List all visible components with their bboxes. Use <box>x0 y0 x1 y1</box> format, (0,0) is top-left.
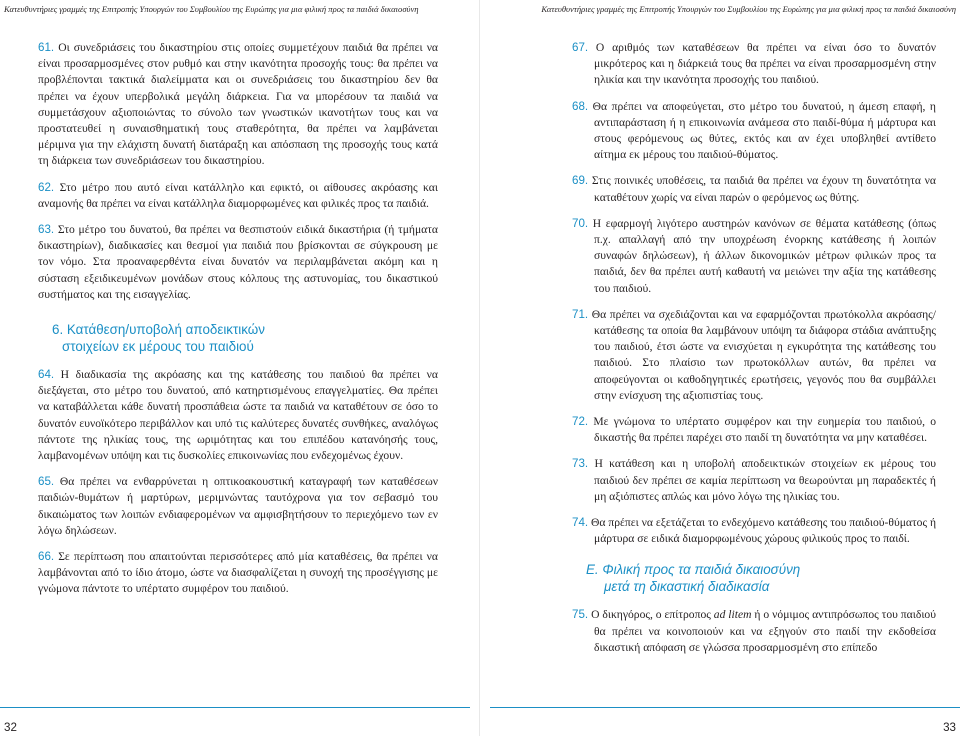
section-heading-6 <box>38 321 438 355</box>
paragraph-text: Ο δικηγόρος, ο επίτροπος <box>591 608 714 622</box>
paragraph-text: ή ο νόμιμος αντιπρόσωπος του παιδιού θα πρέπει να κοινοποιούν και να εξηγούν στο παιδί την εκδοθείσα δικαστική απόφαση σε γλώσσα προσαρμοσμένη στο επίπεδο <box>594 608 936 654</box>
paragraph-65 <box>38 474 438 539</box>
left-column <box>38 40 438 608</box>
paragraph-number: 66. <box>38 550 55 564</box>
right-page <box>480 0 960 736</box>
paragraph-number: 65. <box>38 475 55 489</box>
paragraph-number: 72. <box>572 415 589 429</box>
paragraph-text: Θα πρέπει να αποφεύγεται, στο μέτρο του δυνατού, η άμεση επαφή, η αντιπαράσταση ή η επικοινωνία ανάμεσα στο παιδί-θύμα ή μάρτυρα και στους φερόμενους ως θύτες, εκτός και αν έχει υποβληθεί αντίθετο αίτημα εκ μέρους του παιδιού-θύματος. <box>592 99 936 162</box>
paragraph-number: 64. <box>38 368 55 382</box>
section-heading-line: Ε. Φιλική προς τα παιδιά δικαιοσύνη <box>586 562 801 578</box>
paragraph-70 <box>572 216 936 297</box>
paragraph-63 <box>38 222 438 303</box>
paragraph-68 <box>572 99 936 164</box>
right-column <box>572 40 936 666</box>
page-number: 32 <box>4 721 17 734</box>
paragraph-text: Θα πρέπει να σχεδιάζονται και να εφαρμόζονται πρωτόκολλα ακρόασης/κατάθεσης τα οποία θα λαμβάνουν υπόψη τα διάφορα στάδια ανάπτυξης του παιδιού, έτσι ώστε να ενισχύεται η εγκυρότητα της κατάθεσης του παιδιού. Στο πλαίσιο των πρωτοκόλλων αυτών, θα πρέπει να αποφεύγονται οι καθοδηγητικές ερωτήσεις, γεγονός που θα συμβάλλει στην ενίσχυση της αξιοπιστίας τους. <box>591 307 936 402</box>
paragraph-text: Η εφαρμογή λιγότερο αυστηρών κανόνων σε θέματα κατάθεσης (όπως π.χ. απαλλαγή από την υποχρέωση ένορκης κατάθεσης ή λοιπών συναφών δηλώσεων), ή άλλων δικονομικών μέτρων φιλικών προς τα παιδιά, δεν θα πρέπει αυτή καθαυτή να μειώνει την αξία της κατάθεσης του παιδιού. <box>592 216 936 295</box>
footer-rule <box>0 707 470 708</box>
page-number: 33 <box>943 721 956 734</box>
section-heading-line: μετά τη δικαστική διαδικασία <box>604 579 770 595</box>
section-heading-e <box>572 561 936 595</box>
paragraph-text: Οι συνεδριάσεις του δικαστηρίου στις οποίες συμμετέχουν παιδιά θα πρέπει να είναι προσαρμοσμένες στον ρυθμό και στην ικανότητα προσοχής τους: θα πρέπει να προβλέπονται τακτικά διαλείμματα και οι συνεδριάσεις του δικαστηρίου δεν θα πρέπει να έχουν υπερβολικά μεγάλη διάρκεια. Για να μπορέσουν τα παιδιά να συμμετάσχουν αξιοποιώντας το σύνολο των γνωστικών ικανοτήτων τους και να προστατευθεί η συναισθηματική τους σταθερότητα, θα πρέπει να λαμβάνεται μέριμνα για την ελάχιστη δυνατή διατάραξη και απόσπαση της προσοχής τους κατά τη διάρκεια των συνεδριάσεων του δικαστηρίου. <box>38 41 439 168</box>
paragraph-text: Στις ποινικές υποθέσεις, τα παιδιά θα πρέπει να έχουν τη δυνατότητα να καταθέτουν χωρίς να είναι παρών ο φερόμενος ως θύτης. <box>591 174 936 204</box>
section-heading-line: 6. Κατάθεση/υποβολή αποδεικτικών <box>52 322 265 338</box>
paragraph-number: 68. <box>572 99 589 113</box>
paragraph-text: Με γνώμονα το υπέρτατο συμφέρον και την ευημερία του παιδιού, ο δικαστής θα πρέπει παρέχει στο παιδί τη δυνατότητα να μην καταθέσει. <box>593 415 936 445</box>
paragraph-number: 69. <box>572 174 589 188</box>
paragraph-text: Θα πρέπει να εξετάζεται το ενδεχόμενο κατάθεσης του παιδιού-θύματος ή μάρτυρα σε ειδικά διαμορφωμένους χώρους φιλικούς προς το παιδί. <box>591 516 937 546</box>
paragraph-text: Σε περίπτωση που απαιτούνται περισσότερες από μία καταθέσεις, θα πρέπει να λαμβάνονται από το ίδιο άτομο, ώστε να διασφαλίζεται η συνοχή της προσέγγισης με γνώμονα πάντοτε το υπέρτατο συμφέρον του παιδιού. <box>38 550 438 596</box>
running-header: Κατευθυντήριες γραμμές της Επιτροπής Υπουργών του Συμβουλίου της Ευρώπης για μια φιλική προς τα παιδιά δικαιοσύνη <box>4 4 419 14</box>
paragraph-72 <box>572 414 936 446</box>
paragraph-69 <box>572 173 936 205</box>
paragraph-number: 73. <box>572 457 589 471</box>
paragraph-number: 70. <box>572 216 589 230</box>
paragraph-71 <box>572 307 936 404</box>
paragraph-text: Στο μέτρο που αυτό είναι κατάλληλο και εφικτό, οι αίθουσες ακρόασης και αναμονής θα πρέπει να είναι κατάλληλα διαμορφωμένες και φιλικές προς τα παιδιά. <box>38 180 438 210</box>
paragraph-number: 67. <box>572 41 589 54</box>
paragraph-number: 74. <box>572 516 589 530</box>
paragraph-number: 63. <box>38 223 55 237</box>
paragraph-text: Ο αριθμός των καταθέσεων θα πρέπει να είναι όσο το δυνατόν μικρότερος και η διάρκειά τους θα πρέπει να είναι προσαρμοσμένη στην ηλικία και την ικανότητα προσοχής του παιδιού. <box>594 41 936 87</box>
paragraph-64 <box>38 367 438 464</box>
paragraph-61 <box>38 40 438 170</box>
paragraph-number: 62. <box>38 180 55 194</box>
paragraph-74 <box>572 515 936 547</box>
paragraph-text: Θα πρέπει να ενθαρρύνεται η οπτικοακουστική καταγραφή των καταθέσεων παιδιών-θυμάτων ή μαρτύρων, μεριμνώντας ταυτόχρονα για τον σεβασμό του δικαιώματος των λοιπών ενδιαφερομένων να αμφισβητήσουν το περιεχόμενο των εν λόγω δηλώσεων. <box>38 475 438 537</box>
paragraph-number: 61. <box>38 41 55 54</box>
paragraph-number: 75. <box>572 608 589 622</box>
section-heading-line: στοιχείων εκ μέρους του παιδιού <box>62 339 254 355</box>
latin-term: ad litem <box>713 608 752 622</box>
paragraph-text: Η διαδικασία της ακρόασης και της κατάθεσης του παιδιού θα πρέπει να διεξάγεται, στο μέτρο του δυνατού, από κατηρτισμένους επαγγελματίες. Θα πρέπει να καταβάλλεται κάθε δυνατή προσπάθεια ώστε τα παιδιά να καταθέτουν σε όσο το δυνατόν ευνοϊκότερο περιβάλλον και υπό τις καλύτερες δυνατές συνθήκες, αναλόγως πάντοτε της ηλικίας τους, της ωριμότητας και του επιπέδου κατανόησής τους, λαμβανομένων υπόψη και τις δυσκολίες επικοινωνίας που ενδεχομένως έχουν. <box>38 368 438 463</box>
paragraph-73 <box>572 456 936 505</box>
running-header: Κατευθυντήριες γραμμές της Επιτροπής Υπουργών του Συμβουλίου της Ευρώπης για μια φιλική προς τα παιδιά δικαιοσύνη <box>541 4 956 14</box>
paragraph-75 <box>572 607 936 656</box>
paragraph-number: 71. <box>572 307 589 321</box>
footer-rule <box>490 707 960 708</box>
paragraph-66 <box>38 549 438 598</box>
paragraph-62 <box>38 180 438 212</box>
paragraph-text: Στο μέτρο του δυνατού, θα πρέπει να θεσπιστούν ειδικά δικαστήρια (ή τμήματα δικαστηρίων), διαδικασίες και θεσμοί για παιδιά που βρίσκονται σε σύγκρουση με τον νόμο. Στα προαναφερθέντα είναι δυνατόν να περιλαμβάνεται ακόμη και η σύσταση εξειδικευμένων μονάδων στους κόλπους της αστυνομίας, του δικαστικού συστήματος και της εισαγγελίας. <box>38 223 438 301</box>
paragraph-text: Η κατάθεση και η υποβολή αποδεικτικών στοιχείων εκ μέρους του παιδιού δεν πρέπει σε καμία περίπτωση να θεωρούνται μη παραδεκτές ή μη αξιόπιστες απλώς και μόνο λόγω της ηλικίας του. <box>594 457 936 503</box>
paragraph-67 <box>572 40 936 89</box>
